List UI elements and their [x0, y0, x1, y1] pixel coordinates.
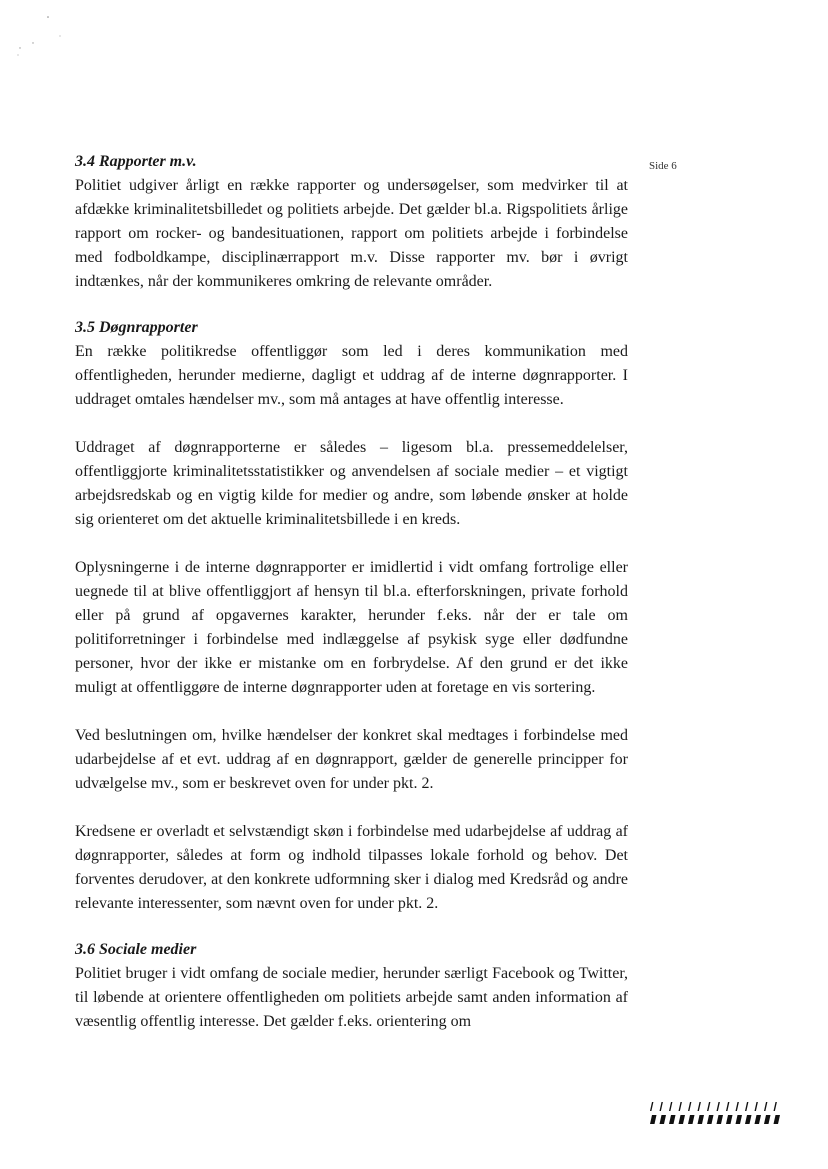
scanner-block — [717, 1115, 724, 1124]
paragraph: Politiet bruger i vidt omfang de sociale medier, herunder særligt Facebook og Twitter, til løbende at orientere offentligheden om politiets arbejde samt anden information af væsentlig offentlig interesse. Det gælder f.eks. orientering om — [75, 965, 628, 1030]
scanner-tick — [660, 1102, 663, 1111]
page-number: Side 6 — [649, 160, 677, 172]
paragraph: Ved beslutningen om, hvilke hændelser der konkret skal medtages i forbindelse med udarbejdelse af et evt. uddrag af en døgnrapport, gælder de generelle principper for udvælgelse mv., som er beskrevet oven for under pkt. 2. — [75, 727, 628, 792]
scanner-tick — [774, 1102, 777, 1111]
scanner-mark — [648, 1100, 782, 1126]
section-rapporter — [75, 150, 628, 294]
scanner-block — [660, 1115, 667, 1124]
scanner-tick — [764, 1102, 767, 1111]
section-doegnrapporter — [75, 316, 628, 916]
paragraph: Politiet udgiver årligt en række rapporter og undersøgelser, som medvirker til at afdække kriminalitetsbilledet og politiets arbejde. Det gælder bl.a. Rigspolitiets årlige rapport om rocker- og bandesituationen, rapport om politiets arbejde i forbindelse med fodboldkampe, disciplinærrapport m.v. Disse rapporter mv. bør i øvrigt indtænkes, når der kommunikeres omkring de relevante områder. — [75, 177, 628, 290]
scanner-tick — [679, 1102, 682, 1111]
scanner-block — [755, 1115, 762, 1124]
scanner-block — [669, 1115, 676, 1124]
scanner-tick — [650, 1102, 653, 1111]
document-body — [75, 150, 628, 1034]
scanner-tick — [698, 1102, 701, 1111]
scanner-block — [698, 1115, 705, 1124]
scanner-block — [764, 1115, 771, 1124]
scanner-block — [745, 1115, 752, 1124]
paragraph: Uddraget af døgnrapporterne er således – ligesom bl.a. pressemeddelelser, offentliggjorte kriminalitetsstatistikker og anvendelsen af sociale medier – et vigtigt arbejdsredskab og en vigtig kilde for medier og andre, som løbende ønsker at holde sig orienteret om det aktuelle kriminalitetsbillede i en kreds. — [75, 439, 628, 528]
scanner-tick — [745, 1102, 748, 1111]
scanner-tick — [755, 1102, 758, 1111]
scanner-tick — [736, 1102, 739, 1111]
scanner-tick — [688, 1102, 691, 1111]
scanner-tick — [717, 1102, 720, 1111]
paragraph: Kredsene er overladt et selvstændigt skøn i forbindelse med udarbejdelse af uddrag af døgnrapporter, således at form og indhold tilpasses lokale forhold og behov. Det forventes derudover, at den konkrete udformning sker i dialog med Kredsråd og andre relevante interessenter, som nævnt oven for under pkt. 2. — [75, 823, 628, 912]
scan-specks — [12, 10, 72, 60]
scanner-block — [726, 1115, 733, 1124]
section-heading: 3.5 Døgnrapporter — [75, 319, 198, 336]
scanner-tick — [726, 1102, 729, 1111]
scanner-block — [736, 1115, 743, 1124]
section-sociale-medier — [75, 938, 628, 1034]
scanner-block — [650, 1115, 657, 1124]
scanner-block — [774, 1115, 781, 1124]
paragraph: Oplysningerne i de interne døgnrapporter er imidlertid i vidt omfang fortrolige eller uegnede til at blive offentliggjort af hensyn til bl.a. efterforskningen, private forhold eller på grund af opgavernes karakter, herunder f.eks. når der er tale om politiforretninger i forbindelse med indlæggelse af psykisk syge eller dødfundne personer, hvor der ikke er mistanke om en forbrydelse. Af den grund er det ikke muligt at offentliggøre de interne døgnrapporter uden at foretage en vis sortering. — [75, 559, 628, 696]
scanner-block — [679, 1115, 686, 1124]
section-heading: 3.6 Sociale medier — [75, 941, 197, 958]
section-heading: 3.4 Rapporter m.v. — [75, 153, 197, 170]
scanner-tick — [707, 1102, 710, 1111]
scanner-block — [707, 1115, 714, 1124]
paragraph: En række politikredse offentliggør som led i deres kommunikation med offentligheden, herunder medierne, dagligt et uddrag af de interne døgnrapporter. I uddraget omtales hændelser mv., som må antages at have offentlig interesse. — [75, 343, 628, 408]
scanner-tick — [669, 1102, 672, 1111]
scanner-block — [688, 1115, 695, 1124]
